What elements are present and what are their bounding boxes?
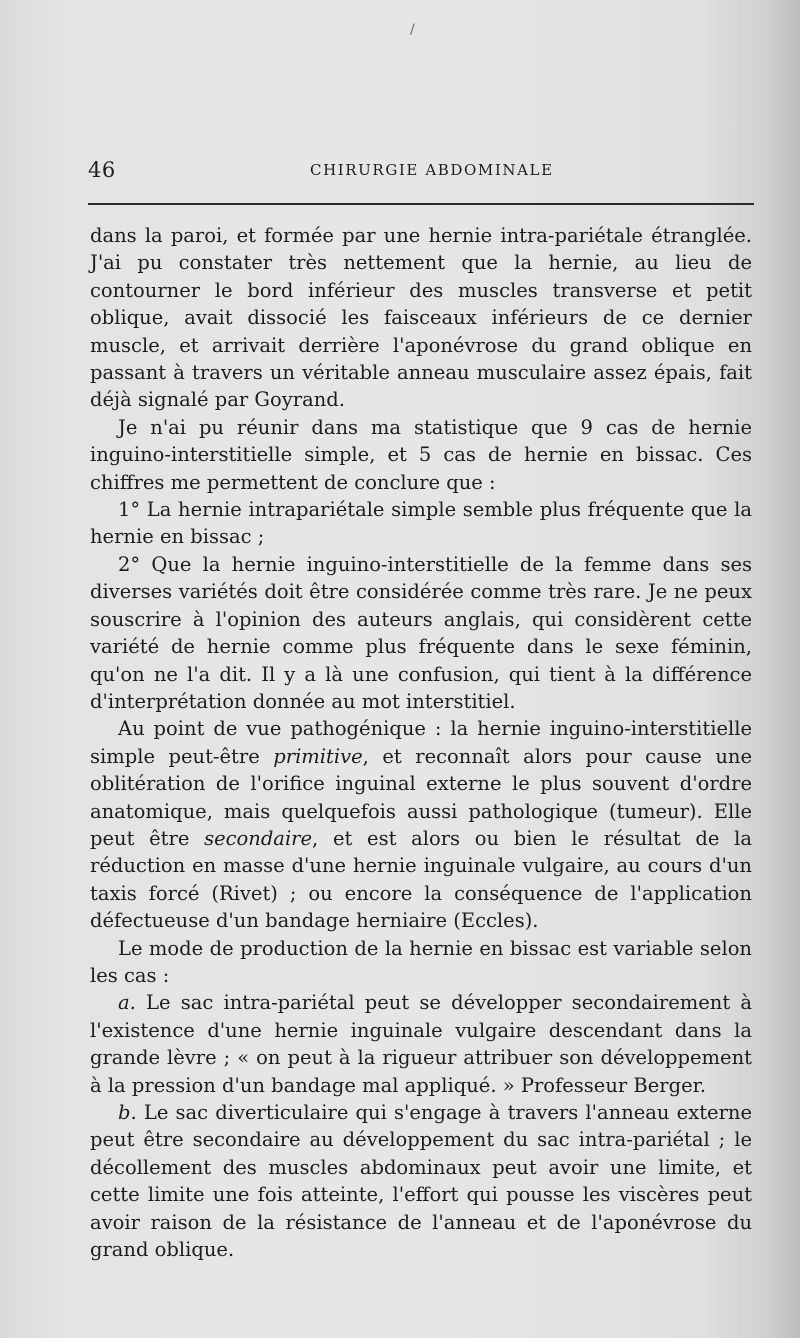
paragraph-continuation: dans la paroi, et formée par une hernie intra-pariétale étranglée. J'ai pu constater très nettement que la hernie, au lieu de contourner le bord inférieur des muscles transverse et petit oblique, avait dissocié les faisceaux inférieurs de ce dernier muscle, et arrivait derrière l'aponévrose du grand oblique en passant à travers un véritable anneau musculaire assez épais, fait déjà signalé par Goyrand.: [90, 224, 752, 412]
pathogeny-term-primitive: primitive: [273, 744, 363, 768]
body-text: [90, 222, 752, 1263]
pathogeny-text-2: , et reconnaît alors pour cause une oblitération de l'orifice inguinal externe le plus souvent d'ordre anatomique, mais quelquefois aussi pathologique (tumeur). Elle peut être: [90, 744, 752, 850]
pathogeny-term-secondaire: secondaire: [204, 826, 313, 850]
paragraph-pathogeny: [90, 715, 752, 934]
pathogeny-text-3: , et est alors ou bien le résultat de la réduction en masse d'une hernie inguinale vulgaire, au cours d'un taxis forcé (Rivet) ; ou encore la conséquence de l'application défectueuse d'un bandage herniaire (Eccles).: [90, 826, 752, 933]
page-number: 46: [88, 158, 116, 182]
case-a-text: Le sac intra-pariétal peut se développer secondairement à l'existence d'une hernie inguinale vulgaire descendant dans la grande lèvre ; « on peut à la rigueur attribuer son développement à la pression d'un bandage mal appliqué. » Professeur Berger.: [90, 991, 752, 1097]
case-b-label: b.: [118, 1101, 137, 1124]
paragraph-case-b: [90, 1099, 752, 1263]
page-mark: /: [410, 22, 415, 38]
paragraph-mode-production: Le mode de production de la hernie en bissac est variable selon les cas :: [90, 936, 752, 987]
paragraph-statistics: Je n'ai pu réunir dans ma statistique que 9 cas de hernie inguino-interstitielle simple, et 5 cas de hernie en bissac. Ces chiffres me permettent de conclure que :: [90, 415, 752, 494]
paragraph-case-a: [90, 989, 752, 1099]
case-a-label: a.: [118, 991, 136, 1015]
pathogeny-text-1: Au point de vue pathogénique : la hernie inguino-interstitielle simple peut-être: [90, 717, 752, 768]
header-rule: [88, 203, 754, 205]
paragraph-conclusion-1: 1° La hernie intrapariétale simple semble plus fréquente que la hernie en bissac ;: [90, 498, 752, 549]
paragraph-conclusion-2: 2° Que la hernie inguino-interstitielle de la femme dans ses diverses variétés doit être considérée comme très rare. Je ne peux souscrire à l'opinion des auteurs anglais, qui considèrent cette variété de hernie comme plus fréquente dans le sexe féminin, qu'on ne l'a dit. Il y a là une confusion, qui tient à la différence d'interprétation donnée au mot interstitiel.: [90, 552, 752, 713]
case-b-text: Le sac diverticulaire qui s'engage à travers l'anneau externe peut être secondaire au développement du sac intra-pariétal ; le décollement des muscles abdominaux peut avoir une limite, et cette limite une fois atteinte, l'effort qui pousse les viscères peut avoir raison de la résistance de l'anneau et de l'aponévrose du grand oblique.: [90, 1101, 752, 1262]
running-title: CHIRURGIE ABDOMINALE: [310, 161, 554, 179]
